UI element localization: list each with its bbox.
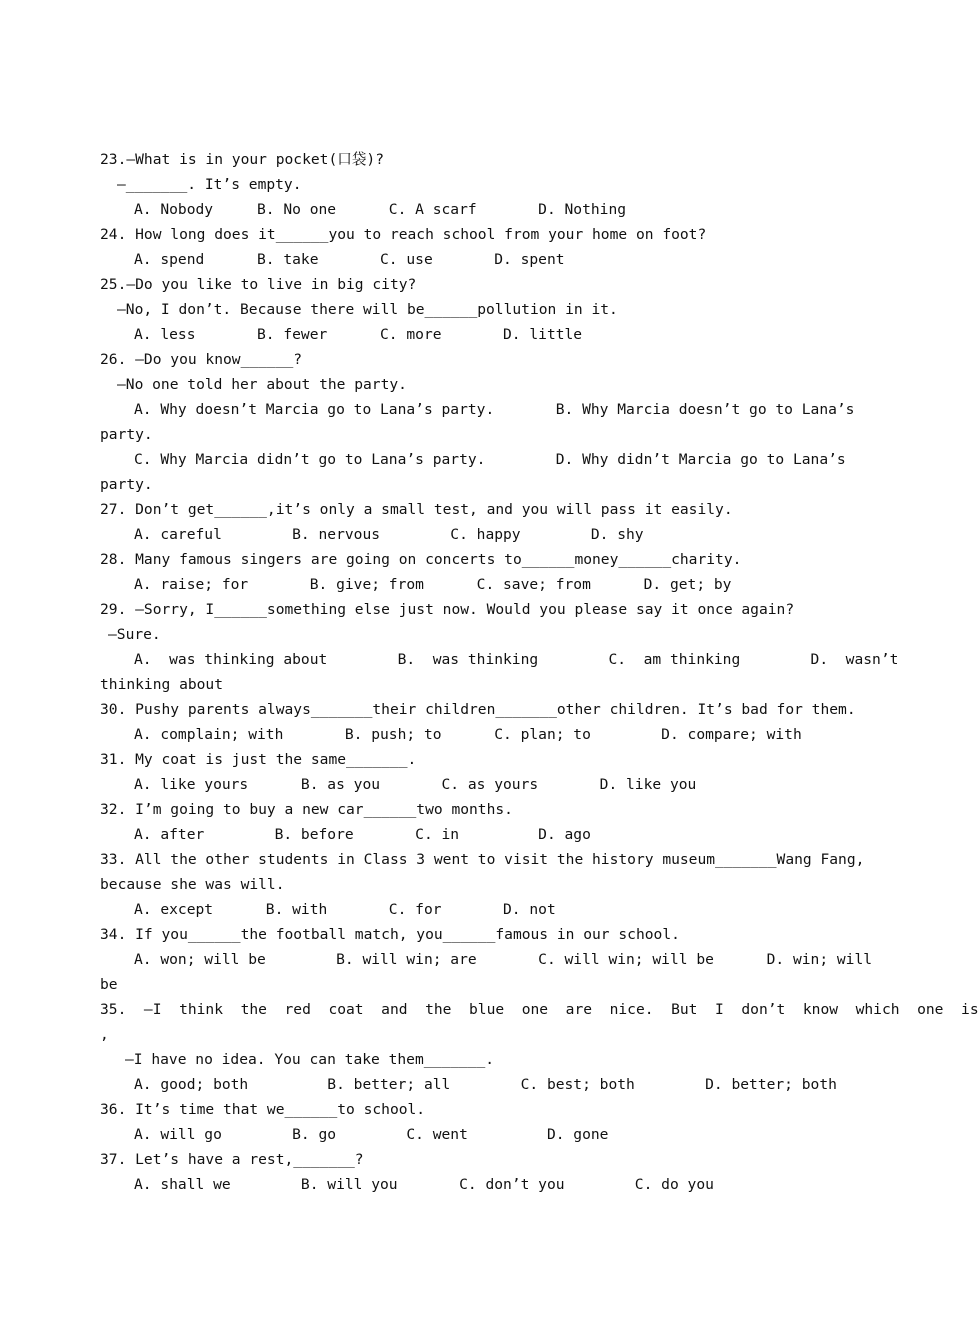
answer-options-25: A. less B. fewer C. more D. little xyxy=(134,326,583,343)
answer-options-26-wrap: party. xyxy=(100,476,153,493)
answer-options-34-wrap: be xyxy=(100,976,118,993)
dialogue-line: —I have no idea. You can take them_______. xyxy=(125,1051,495,1068)
question-36: 36. It’s time that we______to school. xyxy=(100,1101,426,1118)
answer-options-31: A. like yours B. as you C. as yours D. like you xyxy=(134,776,697,793)
answer-options-26-cd: C. Why Marcia didn’t go to Lana’s party. D. Why didn’t Marcia go to Lana’s xyxy=(134,451,846,468)
question-26: 26. —Do you know______? xyxy=(100,351,303,368)
dialogue-line: —Sure. xyxy=(108,626,161,643)
answer-options-30: A. complain; with B. push; to C. plan; to D. compare; with xyxy=(134,726,802,743)
answer-options-37: A. shall we B. will you C. don’t you C. do you xyxy=(134,1176,714,1193)
question-32: 32. I’m going to buy a new car______two months. xyxy=(100,801,513,818)
answer-options-24: A. spend B. take C. use D. spent xyxy=(134,251,565,268)
answer-options-27: A. careful B. nervous C. happy D. shy xyxy=(134,526,644,543)
answer-options-34: A. won; will be B. will win; are C. will win; will be D. win; will xyxy=(134,951,873,968)
question-35: 35. —I think the red coat and the blue one are nice. But I don’t know which one is xyxy=(100,1001,979,1018)
dialogue-line: —_______. It’s empty. xyxy=(117,176,302,193)
dialogue-line: —No one told her about the party. xyxy=(117,376,407,393)
question-30: 30. Pushy parents always_______their children_______other children. It’s bad for them. xyxy=(100,701,856,718)
question-23: 23.—What is in your pocket(口袋)? xyxy=(100,151,384,168)
answer-options-32: A. after B. before C. in D. ago xyxy=(134,826,591,843)
question-37: 37. Let’s have a rest,_______? xyxy=(100,1151,364,1168)
answer-options-29: A. was thinking about B. was thinking C. am thinking D. wasn’t xyxy=(134,651,899,668)
answer-options-29-wrap: thinking about xyxy=(100,676,224,693)
question-34: 34. If you______the football match, you______famous in our school. xyxy=(100,926,680,943)
question-25: 25.—Do you like to live in big city? xyxy=(100,276,417,293)
answer-options-36: A. will go B. go C. went D. gone xyxy=(134,1126,609,1143)
answer-options-26-wrap: party. xyxy=(100,426,153,443)
question-27: 27. Don’t get______,it’s only a small test, and you will pass it easily. xyxy=(100,501,733,518)
answer-options-33: A. except B. with C. for D. not xyxy=(134,901,556,918)
question-33-wrap: because she was will. xyxy=(100,876,285,893)
question-29: 29. —Sorry, I______something else just now. Would you please say it once again? xyxy=(100,601,795,618)
dialogue-line: —No, I don’t. Because there will be______pollution in it. xyxy=(117,301,618,318)
question-35-wrap: , xyxy=(100,1026,109,1043)
exam-page xyxy=(100,147,979,1197)
question-24: 24. How long does it______you to reach school from your home on foot? xyxy=(100,226,707,243)
answer-options-23: A. Nobody B. No one C. A scarf D. Nothing xyxy=(134,201,627,218)
question-31: 31. My coat is just the same_______. xyxy=(100,751,417,768)
question-33: 33. All the other students in Class 3 went to visit the history museum_______Wang Fang, xyxy=(100,851,865,868)
answer-options-28: A. raise; for B. give; from C. save; from D. get; by xyxy=(134,576,732,593)
question-28: 28. Many famous singers are going on concerts to______money______charity. xyxy=(100,551,742,568)
answer-options-26-ab: A. Why doesn’t Marcia go to Lana’s party. B. Why Marcia doesn’t go to Lana’s xyxy=(134,401,855,418)
answer-options-35: A. good; both B. better; all C. best; both D. better; both xyxy=(134,1076,837,1093)
